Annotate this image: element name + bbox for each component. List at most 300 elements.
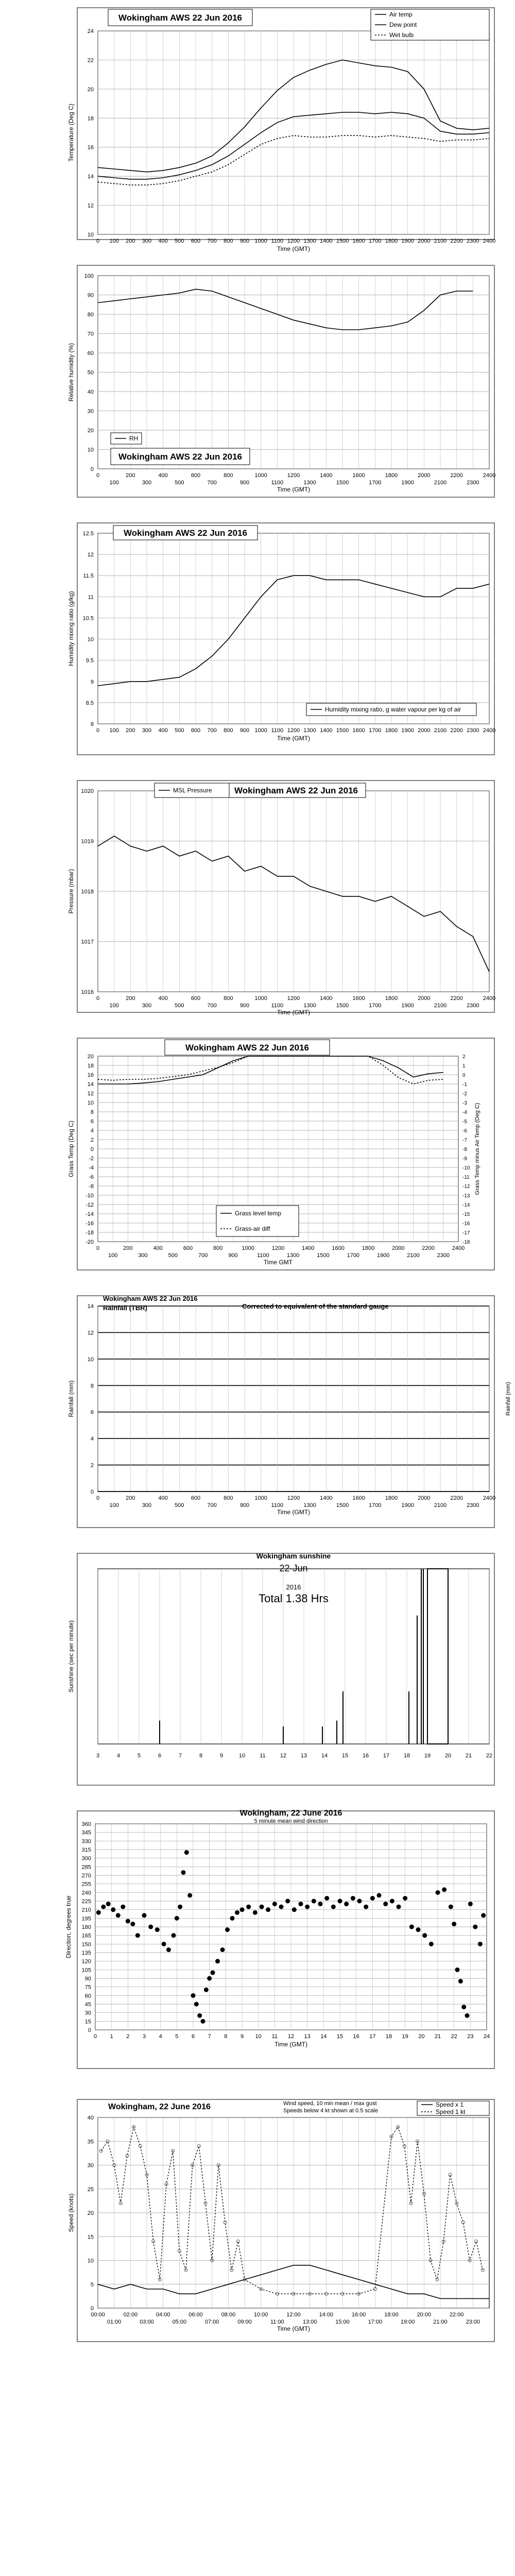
x-axis-label: Time (GMT) [277,245,311,252]
y-tick-label: 10 [87,636,94,643]
x-tick-label: 800 [224,238,233,244]
y-right-tick-label: 1 [462,1063,466,1069]
x-tick-label: 9 [240,2033,244,2040]
x-tick-label: 22 [451,2033,457,2040]
y-tick-label: -20 [85,1239,94,1245]
scatter-point [171,1933,176,1938]
x-tick-label: 00:00 [91,2312,105,2318]
x-tick-label: 1600 [352,238,365,244]
x-tick-label: 17:00 [368,2319,383,2325]
x-tick-label: 1700 [369,238,382,244]
y-right-tick-label: -15 [462,1212,470,1217]
x-tick-label: 7 [178,1753,182,1759]
y-tick-label: 80 [87,312,94,318]
x-tick-label: 11:00 [270,2319,284,2325]
x-tick-label: 10 [255,2033,262,2040]
scatter-point [318,1902,323,1906]
y-tick-label: 14 [87,1303,94,1310]
x-tick-label: 7 [208,2033,211,2040]
legend-entry: Speed x 1 [436,2101,464,2108]
scatter-point [253,1910,258,1915]
x-tick-label: 2000 [418,472,431,479]
x-axis-label: Time (GMT) [277,2325,311,2332]
x-tick-label: 1400 [302,1245,315,1251]
x-tick-label: 22 [486,1753,493,1759]
y-tick-label: 22 [87,57,94,64]
scatter-point [194,2002,199,2007]
y-axis-label: Temperature (Deg C) [67,104,75,162]
x-tick-label: 1500 [336,238,349,244]
y-tick-label: 0 [90,1489,94,1495]
x-tick-label: 2000 [418,727,431,734]
y-tick-label: 6 [90,1118,94,1125]
x-tick-label: 200 [126,1495,135,1501]
x-tick-label: 16 [362,1753,369,1759]
y-tick-label: 1019 [81,838,94,845]
x-tick-label: 2100 [434,238,447,244]
x-tick-label: 500 [175,727,184,734]
scatter-point [166,1947,171,1952]
x-tick-label: 24 [483,2033,490,2040]
y-right-tick-label: -9 [462,1156,467,1162]
scatter-point [106,1902,111,1906]
x-tick-label: 2200 [450,727,463,734]
x-tick-label: 15 [341,1753,349,1759]
scatter-point [292,1907,297,1912]
x-tick-label: 0 [96,727,100,734]
x-axis-label: Time (GMT) [277,735,311,742]
x-tick-label: 400 [158,995,168,1002]
y-tick-label: 240 [81,1890,91,1896]
x-tick-label: 21:00 [433,2319,448,2325]
rainfall-chart-panel [0,1288,515,1546]
scatter-point [436,1890,440,1895]
scatter-point [305,1905,310,1909]
y-tick-label: 40 [87,2115,94,2121]
x-tick-label: 2300 [437,1252,450,1259]
y-tick-label: 60 [84,1993,91,1999]
y-axis-label: Pressure (mbar) [67,869,75,914]
x-tick-label: 4 [159,2033,162,2040]
y-tick-label: 1017 [81,939,94,945]
y-tick-label: 30 [87,2162,94,2169]
x-tick-label: 1000 [242,1245,254,1251]
y-right-axis-label: Rainfall (mm) [505,1382,511,1416]
x-tick-label: 2400 [483,995,496,1002]
scatter-point [473,1925,477,1929]
scatter-point [260,1905,264,1909]
x-tick-label: 900 [239,1003,250,1009]
x-tick-label: 1400 [320,1495,333,1501]
x-tick-label: 2200 [422,1245,435,1251]
x-tick-label: 18 [385,2033,392,2040]
x-tick-label: 100 [109,238,119,244]
y-right-tick-label: -5 [462,1119,467,1125]
y-tick-label: -18 [85,1230,94,1236]
y-tick-label: 100 [84,273,94,279]
y-tick-label: 10.5 [82,615,94,622]
y-tick-label: 2 [90,1462,94,1469]
x-tick-label: 2200 [450,995,463,1002]
y-tick-label: 135 [81,1950,91,1956]
x-tick-label: 14:00 [319,2312,334,2318]
scatter-point [230,1916,235,1921]
x-tick-label: 100 [108,1252,118,1259]
x-tick-label: 05:00 [172,2319,187,2325]
x-tick-label: 1800 [385,238,398,244]
scatter-point [452,1922,456,1926]
y-tick-label: 210 [81,1907,91,1913]
scatter-point [201,2019,205,2024]
x-tick-label: 1100 [271,480,284,486]
x-tick-label: 300 [142,480,152,486]
mixing-ratio-chart-panel [0,515,515,773]
x-tick-label: 2100 [407,1252,420,1259]
x-tick-label: 1300 [286,1252,300,1259]
scatter-point [148,1925,153,1929]
y-tick-label: 20 [87,428,94,434]
legend-entry: Grass-air diff [235,1225,270,1232]
x-tick-label: 200 [126,995,135,1002]
pressure-chart-panel [0,773,515,1030]
y-tick-label: 35 [87,2139,94,2145]
y-tick-label: 285 [81,1864,91,1871]
y-axis-label: Relative humidity (%) [67,343,75,402]
x-tick-label: 1000 [254,472,267,479]
y-tick-label: 9 [90,679,94,685]
scatter-point [324,1896,329,1901]
x-tick-label: 12:00 [286,2312,301,2318]
chart-title: Wokingham, 22 June 2016 [239,1809,342,1818]
x-tick-label: 100 [109,480,119,486]
chart-total: Total 1.38 Hrs [259,1592,329,1605]
y-tick-label: 12 [87,1330,94,1336]
x-tick-label: 3 [142,2033,146,2040]
x-tick-label: 700 [207,1003,217,1009]
x-tick-label: 900 [239,1502,250,1509]
chart-year: 2016 [286,1583,301,1591]
legend-entry: Air temp [389,11,413,18]
y-tick-label: 12 [87,202,94,209]
legend-entry: Grass level temp [235,1210,282,1217]
scatter-point [455,1968,460,1972]
y-tick-label: 18 [87,1063,94,1069]
scatter-point [397,1905,401,1909]
x-tick-label: 0 [96,238,100,244]
x-tick-label: 16 [353,2033,359,2040]
x-axis-label: Time (GMT) [277,1509,311,1516]
scatter-point [155,1927,160,1932]
y-tick-label: -6 [89,1174,94,1180]
y-tick-label: 90 [84,1976,91,1982]
x-tick-label: 2200 [450,238,463,244]
scatter-point [101,1905,106,1909]
scatter-point [142,1913,147,1918]
chart-title: Wokingham, 22 June 2016 [108,2103,211,2111]
x-tick-label: 01:00 [107,2319,122,2325]
x-tick-label: 1800 [385,995,398,1002]
chart-note: Corrected to equivalent of the standard gauge [242,1302,389,1310]
scatter-point [240,1907,245,1912]
pressure-chart [0,773,515,1030]
chart-note: Speeds below 4 kt shown at 0.5 scale [283,2108,379,2114]
y-tick-label: 16 [87,1072,94,1078]
x-tick-label: 1600 [352,1495,365,1501]
x-tick-label: 2300 [467,1502,479,1509]
scatter-point [416,1927,421,1932]
x-tick-label: 1100 [271,727,284,734]
y-axis-label: Speed (knots) [67,2193,75,2232]
y-tick-label: 9.5 [85,657,94,664]
temperature-chart [0,0,515,258]
x-tick-label: 1500 [336,727,349,734]
y-tick-label: 12 [87,552,94,558]
x-tick-label: 100 [109,727,119,734]
y-tick-label: 4 [90,1436,94,1443]
y-tick-label: 60 [87,350,94,357]
scatter-point [285,1899,290,1904]
x-tick-label: 11 [260,1753,266,1759]
y-tick-label: 11.5 [83,573,94,580]
x-tick-label: 1500 [336,1502,349,1509]
scatter-point [429,1942,434,1946]
scatter-point [211,1970,215,1975]
y-axis-label: Grass Temp (Deg C) [67,1121,75,1177]
x-tick-label: 200 [126,238,135,244]
y-axis-label: Rainfall (mm) [67,1380,75,1417]
x-tick-label: 1800 [362,1245,375,1251]
y-tick-label: 4 [90,1128,94,1134]
wind-speed-chart [0,2092,515,2349]
x-tick-label: 1200 [287,995,300,1002]
x-tick-label: 2000 [418,995,431,1002]
y-tick-label: 150 [81,1941,91,1948]
x-tick-label: 800 [224,472,233,479]
chart-title: Wokingham AWS 22 Jun 2016 [118,13,242,23]
y-tick-label: 12 [87,1091,94,1097]
x-tick-label: 1500 [336,480,349,486]
scatter-point [390,1899,394,1904]
y-tick-label: 105 [81,1967,91,1974]
x-tick-label: 900 [239,727,250,734]
x-tick-label: 2300 [467,1003,479,1009]
x-tick-label: 500 [168,1252,178,1259]
scatter-point [187,1893,192,1897]
scatter-point [272,1902,277,1906]
x-tick-label: 700 [207,238,217,244]
scatter-point [351,1896,355,1901]
scatter-point [130,1922,135,1926]
x-tick-label: 1700 [347,1252,360,1259]
x-tick-label: 1200 [287,727,300,734]
x-tick-label: 1100 [257,1252,269,1259]
scatter-point [116,1913,121,1918]
y-tick-label: 8 [90,1109,94,1115]
scatter-point [204,1988,209,1992]
y-tick-label: 345 [81,1829,91,1836]
scatter-point [468,1902,473,1906]
x-tick-label: 11 [271,2033,278,2040]
x-tick-label: 1700 [369,727,382,734]
y-tick-label: 1020 [81,788,94,794]
y-tick-label: 300 [81,1855,91,1862]
x-tick-label: 2200 [450,472,463,479]
x-tick-label: 1000 [254,727,267,734]
x-tick-label: 20:00 [417,2312,432,2318]
scatter-point [135,1933,140,1938]
y-tick-label: 180 [81,1924,91,1930]
x-tick-label: 2000 [418,238,431,244]
y-tick-label: 270 [81,1873,91,1879]
y-right-tick-label: -1 [462,1082,467,1088]
x-tick-label: 2400 [452,1245,465,1251]
x-tick-label: 1900 [401,480,414,486]
x-tick-label: 1400 [320,727,333,734]
y-tick-label: 315 [81,1847,91,1853]
x-tick-label: 1700 [369,1003,382,1009]
scatter-point [191,1993,196,1998]
x-tick-label: 2300 [467,480,479,486]
x-tick-label: 02:00 [123,2312,138,2318]
chart-title: Wokingham sunshine [256,1552,331,1560]
x-tick-label: 1400 [320,238,333,244]
x-tick-label: 09:00 [237,2319,252,2325]
x-tick-label: 1 [110,2033,113,2040]
scatter-point [215,1959,220,1963]
x-tick-label: 20 [418,2033,425,2040]
x-tick-label: 8 [224,2033,228,2040]
grass-chart-panel [0,1030,515,1288]
y-right-tick-label: -8 [462,1147,467,1153]
y-right-tick-label: -3 [462,1100,467,1106]
x-tick-label: 5 [137,1753,141,1759]
x-tick-label: 2100 [434,1003,447,1009]
x-tick-label: 15:00 [335,2319,350,2325]
scatter-point [220,1947,225,1952]
y-right-tick-label: -13 [462,1193,470,1199]
x-tick-label: 0 [96,995,100,1002]
x-tick-label: 300 [142,1502,152,1509]
x-tick-label: 5 [175,2033,179,2040]
x-tick-label: 2 [126,2033,130,2040]
x-tick-label: 200 [126,472,135,479]
x-tick-label: 1300 [303,238,316,244]
x-tick-label: 0 [93,2033,97,2040]
x-tick-label: 10 [238,1753,246,1759]
x-tick-label: 2100 [434,480,447,486]
x-tick-label: 1500 [336,1003,349,1009]
wind-direction-chart [0,1803,515,2087]
x-tick-label: 8 [199,1753,203,1759]
chart-subtitle: Rainfall (TBR) [103,1304,147,1312]
y-right-tick-label: -17 [462,1230,470,1236]
legend-entry: RH [129,435,139,442]
y-right-tick-label: -6 [462,1128,467,1134]
x-tick-label: 1900 [401,1502,414,1509]
chart-title: Wokingham AWS 22 Jun 2016 [234,786,358,795]
chart-frame [77,2099,494,2342]
x-tick-label: 800 [224,1495,233,1501]
y-tick-label: 10 [87,447,94,453]
y-tick-label: -10 [85,1193,94,1199]
x-tick-label: 12 [287,2033,295,2040]
grass-chart [0,1030,515,1288]
x-tick-label: 08:00 [221,2312,236,2318]
y-tick-label: 24 [87,28,94,35]
y-axis-label: Sunshine (sec per minute) [67,1620,75,1693]
y-tick-label: -16 [85,1221,94,1227]
x-tick-label: 700 [207,480,217,486]
scatter-point [96,1910,101,1915]
x-tick-label: 1600 [352,727,365,734]
x-tick-label: 1000 [254,1495,267,1501]
x-tick-label: 0 [96,1245,100,1251]
x-tick-label: 300 [142,238,152,244]
y-tick-label: 8 [90,721,94,727]
y-tick-label: 30 [87,408,94,415]
x-tick-label: 700 [207,1502,217,1509]
y-tick-label: 14 [87,1081,94,1088]
y-tick-label: 16 [87,144,94,151]
y-right-tick-label: -12 [462,1184,470,1190]
y-tick-label: 360 [81,1821,91,1827]
chart-title: Wokingham AWS 22 Jun 2016 [185,1043,309,1053]
x-tick-label: 12 [280,1753,287,1759]
scatter-point [442,1887,447,1892]
scatter-point [357,1899,362,1904]
legend-entry: Wet bulb [389,31,414,39]
chart-title: Wokingham AWS 22 Jun 2016 [103,1295,198,1302]
x-axis-label: Time (GMT) [277,486,311,493]
y-right-axis-label: Grass Temp minus Air Temp (Deg C) [474,1103,480,1195]
x-tick-label: 400 [158,472,168,479]
x-tick-label: 2100 [434,727,447,734]
x-tick-label: 200 [126,727,135,734]
x-tick-label: 23:00 [466,2319,480,2325]
x-tick-label: 300 [138,1252,148,1259]
y-tick-label: -8 [89,1183,94,1190]
y-tick-label: 1018 [81,889,94,895]
scatter-point [478,1942,483,1946]
x-tick-label: 2400 [483,1495,496,1501]
x-tick-label: 13:00 [302,2319,317,2325]
scatter-point [162,1942,166,1946]
x-tick-label: 1300 [303,1502,316,1509]
x-tick-label: 19 [424,1753,431,1759]
x-tick-label: 1300 [303,480,316,486]
x-tick-label: 10:00 [253,2312,268,2318]
x-tick-label: 15 [336,2033,344,2040]
y-tick-label: 255 [81,1881,91,1888]
y-right-tick-label: -11 [462,1175,470,1180]
x-tick-label: 9 [219,1753,224,1759]
x-tick-label: 1600 [332,1245,345,1251]
x-tick-label: 6 [158,1753,162,1759]
x-tick-label: 1400 [320,472,333,479]
y-tick-label: 18 [87,115,94,122]
y-tick-label: 195 [81,1916,91,1922]
y-tick-label: 70 [87,331,94,337]
scatter-point [207,1976,212,1981]
scatter-point [312,1899,316,1904]
x-tick-label: 4 [116,1753,121,1759]
x-tick-label: 1700 [369,1502,382,1509]
y-tick-label: 40 [87,389,94,395]
y-right-tick-label: -14 [462,1202,470,1208]
y-right-tick-label: -2 [462,1091,467,1097]
x-tick-label: 6 [191,2033,195,2040]
y-tick-label: 0 [90,1146,94,1153]
